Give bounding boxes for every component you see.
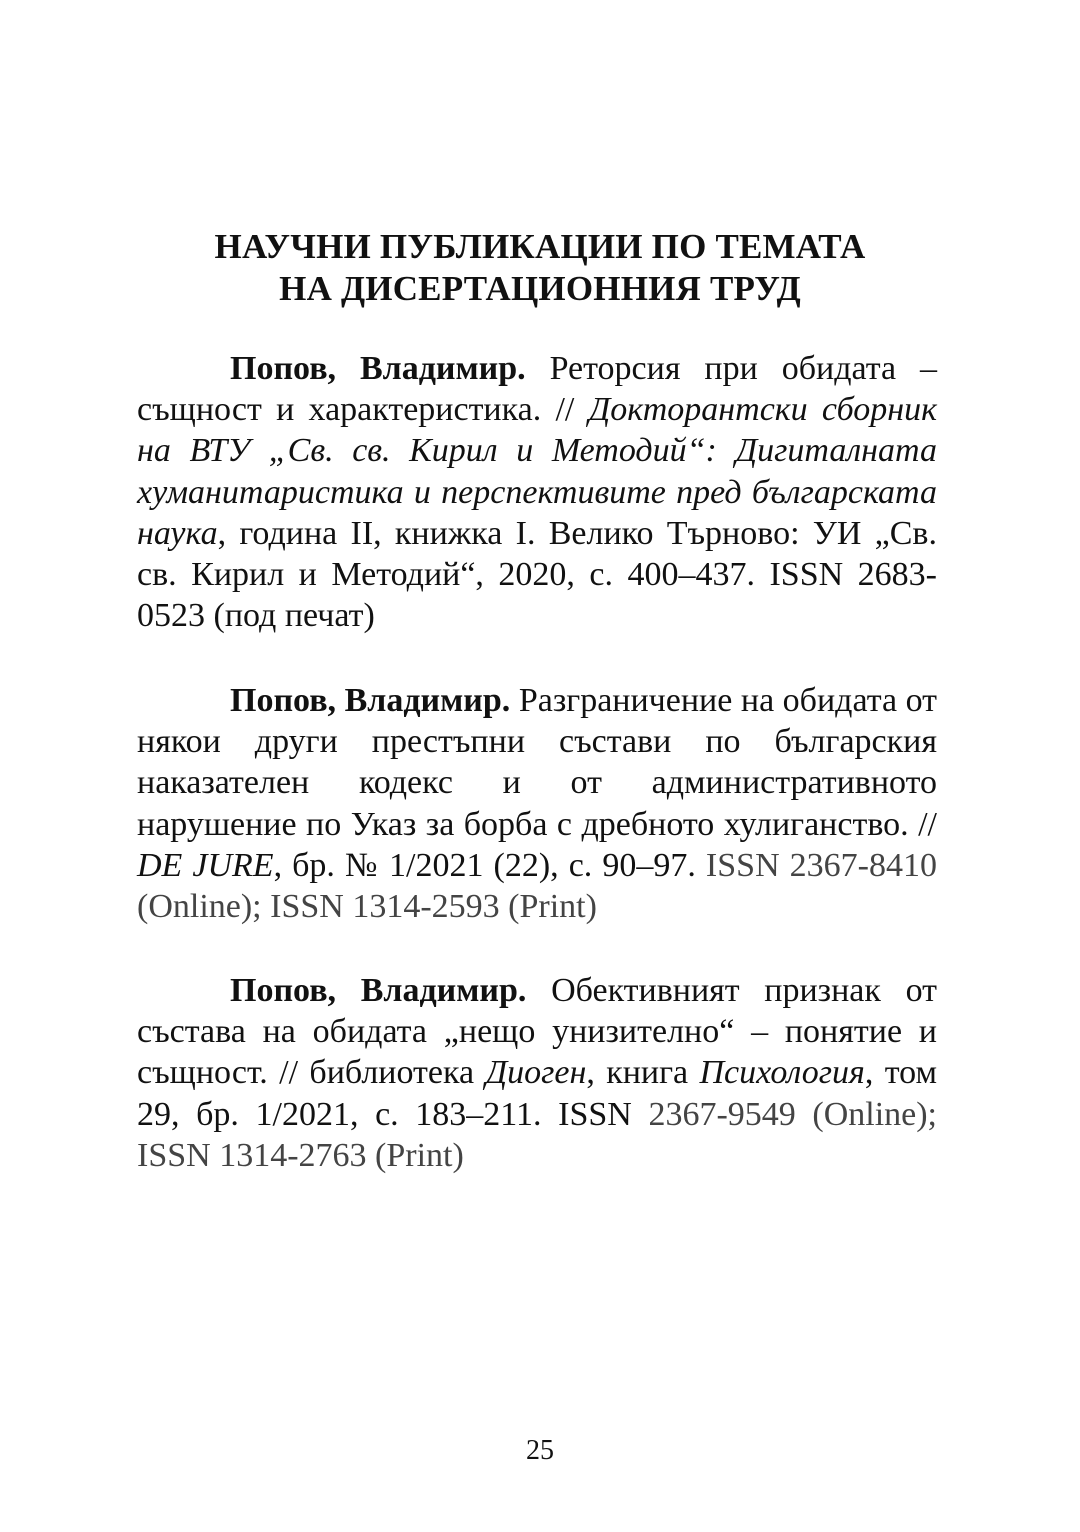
heading-line-2: НА ДИСЕРТАЦИОННИЯ ТРУД <box>279 269 801 308</box>
publication-title: Обективният признак от състава на обидата „нещо унизително“ – понятие и същност. // библиотека <box>137 972 937 1092</box>
publication-author: Попов, Владимир. <box>230 682 511 719</box>
page-number: 25 <box>526 1435 554 1466</box>
publication-entry-1 <box>137 348 937 636</box>
publication-middle: , книга <box>586 1054 689 1092</box>
heading-line-1: НАУЧНИ ПУБЛИКАЦИИ ПО ТЕМАТА <box>214 227 866 266</box>
publication-source-2: Психология <box>699 1054 865 1092</box>
publication-source: Диоген <box>485 1054 587 1092</box>
publication-source: Докторантски сборник на ВТУ „Св. св. Кирил и Методий“: Дигиталната хуманитаристика и перспективите пред българската наука <box>137 391 937 552</box>
publication-entry-2 <box>137 680 937 927</box>
publication-issn: 2367-9549 (Online); ISSN 1314-2763 (Print) <box>137 1095 937 1174</box>
publication-title: Разграничение на обидата от някои други престъпни състави по българския наказателен кодекс и от административното нарушение по Указ за борба с дребното хулиганство. // <box>137 682 937 843</box>
publication-author: Попов, Владимир. <box>230 350 526 387</box>
publication-author: Попов, Владимир. <box>230 972 527 1009</box>
publication-entry-3 <box>137 970 937 1176</box>
page-heading <box>0 226 1080 310</box>
publication-issn: ISSN 2367-8410 (Online); ISSN 1314-2593 (Print) <box>137 846 937 926</box>
publication-details: , бр. № 1/2021 (22), с. 90–97. <box>273 846 696 884</box>
publication-title: Реторсия при обидата – същност и характеристика. // <box>137 350 937 429</box>
publication-details: , том 29, бр. 1/2021, с. 183–211. ISSN <box>137 1054 937 1133</box>
publication-source: DE JURE <box>137 846 274 884</box>
publication-details: , година II, книжка I. Велико Търново: УИ „Св. св. Кирил и Методий“, 2020, с. 400–437. ISSN 2683-0523 (под печат) <box>137 514 937 635</box>
